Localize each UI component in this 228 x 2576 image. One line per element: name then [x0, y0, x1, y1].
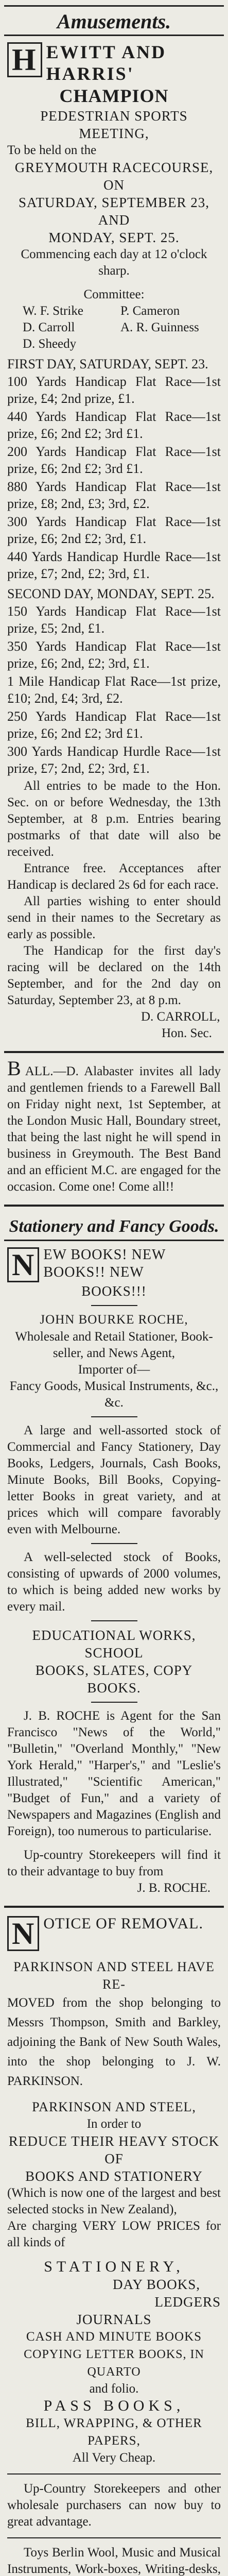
- day-books-line: DAY BOOKS,: [112, 2277, 200, 2292]
- event-line: 880 Yards Handicap Flat Race—1st prize, £8; 2nd, £3; 3rd, £2.: [7, 479, 221, 511]
- divider: [4, 1051, 224, 1053]
- roche-ad: [7, 1246, 221, 1896]
- held-on-text: To be held on the: [7, 143, 97, 157]
- date-line-3: MONDAY, SEPT. 25.: [48, 230, 180, 245]
- pass-books-line: PASS BOOKS,: [43, 2397, 185, 2414]
- roche-signature: J. B. ROCHE.: [137, 1881, 211, 1895]
- short-divider: [91, 1305, 137, 1306]
- storekeepers-paragraph: Up-country Storekeepers will find it to their advantage to buy from: [7, 1848, 221, 1878]
- notice-names: All parties wishing to enter should send in their names to the Secretary as early as possible.: [7, 894, 221, 941]
- proprietor-name: JOHN BOURKE ROCHE,: [40, 1313, 188, 1327]
- event-line: 200 Yards Handicap Flat Race—1st prize, £6; 2nd £2; 3rd £1.: [7, 444, 221, 476]
- ledgers-line: LEDGERS: [154, 2294, 221, 2310]
- removal-title-text: OTICE OF REMOVAL.: [43, 1915, 203, 1932]
- ball-text: [7, 1057, 221, 1195]
- journals-line: JOURNALS: [76, 2312, 152, 2327]
- in-order-text: In order to: [86, 2117, 142, 2131]
- of-line: OF: [104, 2151, 124, 2166]
- removal-ad: [7, 1915, 221, 2576]
- books-stationery-line: BOOKS AND STATIONERY: [25, 2168, 203, 2184]
- event-line: 350 Yards Handicap Flat Race—1st prize, £6; 2nd, £2; 3rd, £1.: [7, 639, 221, 671]
- event-line: 100 Yards Handicap Flat Race—1st prize, £4; 2nd prize, £1.: [7, 374, 221, 406]
- trade-line-1: Wholesale and Retail Stationer, Book-: [15, 1330, 213, 1344]
- copying-books-line: COPYING LETTER BOOKS, IN QUARTO: [24, 2348, 204, 2379]
- books-paragraph: A well-selected stock of Books, consisting of upwards of 2000 volumes, to which is being added new works by every mail.: [7, 1550, 221, 1614]
- cash-books-line: CASH AND MINUTE BOOKS: [26, 2330, 202, 2344]
- divider: [4, 1205, 224, 1207]
- day-one-heading: FIRST DAY, SATURDAY, SEPT. 23.: [7, 357, 208, 371]
- drop-cap: N: [7, 1247, 39, 1282]
- committee-member: W. F. Strike: [23, 304, 83, 318]
- committee-label: Committee:: [83, 287, 145, 301]
- committee-member: D. Sheedy: [23, 337, 77, 351]
- educational-line-1: EDUCATIONAL WORKS, SCHOOL: [32, 1628, 196, 1660]
- thin-divider: [7, 2537, 221, 2538]
- educational-line-2: BOOKS, SLATES, COPY BOOKS.: [35, 1663, 193, 1696]
- committee-member: D. Carroll: [23, 320, 75, 334]
- title-line-2: CHAMPION: [59, 86, 169, 106]
- low-prices-text: Are charging VERY LOW PRICES for all kinds of: [7, 2219, 221, 2249]
- new-books-line: [7, 1246, 221, 1281]
- removal-names-2: PARKINSON AND STEEL,: [32, 2099, 196, 2114]
- event-line: 300 Yards Handicap Flat Race—1st prize, £6; 2nd £2; 3rd, £1.: [7, 514, 221, 546]
- ball-ad: [7, 1057, 221, 1195]
- notice-handicap: The Handicap for the first day's racing will be declared on the 14th September, and for the 2nd day on Saturday, September 23, at 8 p.m.: [7, 944, 221, 1007]
- removal-paragraph: MOVED from the shop belonging to Messrs Thompson, Smith and Barkley, adjoining the Bank of New South Wales, into the shop belonging to J. W. PARKINSON.: [7, 1996, 221, 2088]
- toys-text: Toys Berlin Wool, Music and Musical Instruments, Work-boxes, Writing-desks,: [7, 2546, 221, 2576]
- section-heading-stationery: Stationery and Fancy Goods.: [4, 1214, 224, 1241]
- day-two-heading: SECOND DAY, MONDAY, SEPT. 25.: [7, 586, 215, 601]
- committee-member: P. Cameron: [120, 304, 180, 318]
- committee-member: A. R. Guinness: [120, 320, 199, 334]
- up-country-text: Up-Country Storekeepers and other wholesale purchasers can now buy to great advantage.: [7, 2482, 221, 2529]
- date-line-1: ON: [103, 177, 125, 193]
- committee-row: [23, 319, 221, 336]
- committee-list: [7, 303, 221, 352]
- new-books-text: EW BOOKS! NEW BOOKS!! NEW: [43, 1247, 166, 1280]
- importer-line: Importer of—: [78, 1363, 150, 1377]
- trade-line-2: seller, and News Agent,: [52, 1346, 176, 1360]
- short-divider: [91, 1620, 137, 1621]
- short-divider: [91, 1543, 137, 1544]
- stock-paragraph: A large and well-assorted stock of Commercial and Fancy Stationery, Day Books, Ledgers, Journals, Cash Books, Minute Books, Bill Books, Copying-letter Books in great variety, and at prices which will compare favorably even with Melbourne.: [7, 1423, 221, 1536]
- notice-entries: All entries to be made to the Hon. Sec. on or before Wednesday, the 13th September, at 8 p.m. Entries bearing postmarks of that date will also be received.: [7, 779, 221, 859]
- ball-body: ALL.—D. Alabaster invites all lady and gentlemen friends to a Farewell Ball on Friday night next, 1st September, at the London Music Hall, Boundary street, that being the last night he will spend in business in Greymouth. The Best Band and an efficient M.C. are engaged for the occasion. Come one! Come all!!: [7, 1064, 221, 1194]
- notice-entrance: Entrance free. Acceptances after Handicap is declared 2s 6d for each race.: [7, 861, 221, 892]
- papers-line: BILL, WRAPPING, & OTHER PAPERS,: [26, 2416, 202, 2448]
- commencing-text: Commencing each day at 12 o'clock sharp.: [21, 247, 207, 278]
- ad-title: [7, 41, 221, 84]
- event-line: 1 Mile Handicap Flat Race—1st prize, £10; 2nd, £4; 3rd, £2.: [7, 674, 221, 706]
- thin-divider: [7, 2473, 221, 2475]
- reduce-stock-line: REDUCE THEIR HEAVY STOCK: [8, 2133, 220, 2149]
- removal-title: [7, 1915, 221, 1951]
- all-cheap-line: All Very Cheap.: [72, 2451, 156, 2465]
- title-line-1: EWITT AND HARRIS': [46, 42, 167, 84]
- fancy-goods-line: Fancy Goods, Musical Instruments, &c., &c.: [9, 1379, 219, 1410]
- date-line-2: SATURDAY, SEPTEMBER 23, AND: [18, 195, 210, 228]
- committee-row: [23, 303, 221, 319]
- event-line: 250 Yards Handicap Flat Race—1st prize, £6; 2nd £2; 3rd £1.: [7, 709, 221, 741]
- sports-meeting-ad: [7, 41, 221, 1042]
- event-line: 150 Yards Handicap Flat Race—1st prize, £5; 2nd, £1.: [7, 604, 221, 636]
- signature-title: Hon. Sec.: [162, 1026, 212, 1040]
- event-line: 300 Yards Handicap Hurdle Race—1st prize, £7; 2nd, £2; 3rd, £1.: [7, 744, 221, 776]
- short-divider: [91, 1416, 137, 1417]
- drop-cap: N: [7, 1916, 39, 1951]
- short-divider: [91, 1702, 137, 1703]
- signature-name: D. CARROLL,: [141, 1010, 220, 1024]
- largest-stock-text: (Which is now one of the largest and best selected stocks in New Zealand),: [7, 2186, 221, 2216]
- venue: GREYMOUTH RACECOURSE,: [14, 160, 214, 175]
- title-line-3: PEDESTRIAN SPORTS MEETING,: [40, 108, 188, 141]
- new-books-line-2: BOOKS!!!: [81, 1283, 147, 1299]
- stationery-line: STATIONERY,: [44, 2258, 184, 2275]
- drop-cap: H: [7, 42, 42, 77]
- event-line: 440 Yards Handicap Flat Race—1st prize, £6; 2nd £2; 3rd £1.: [7, 409, 221, 441]
- section-heading-amusements: Amusements.: [4, 5, 224, 36]
- divider: [4, 1906, 224, 1908]
- removal-names: PARKINSON AND STEEL HAVE RE-: [13, 1959, 215, 1992]
- folio-line: and folio.: [89, 2382, 139, 2396]
- event-line: 440 Yards Handicap Hurdle Race—1st prize, £7; 2nd, £2; 3rd, £1.: [7, 549, 221, 581]
- committee-row: [23, 336, 221, 352]
- agency-paragraph: J. B. ROCHE is Agent for the San Francisco "News of the World," "Bulletin," "Overland Monthly," "New York Herald," "Harper's," and "Leslie's Illustrated," "Scientific American," "Budget of Fun," and a variety of Newspapers and Magazines (English and Foreign), too numerous to particularise.: [7, 1709, 221, 1838]
- ball-initial: B: [7, 1057, 21, 1080]
